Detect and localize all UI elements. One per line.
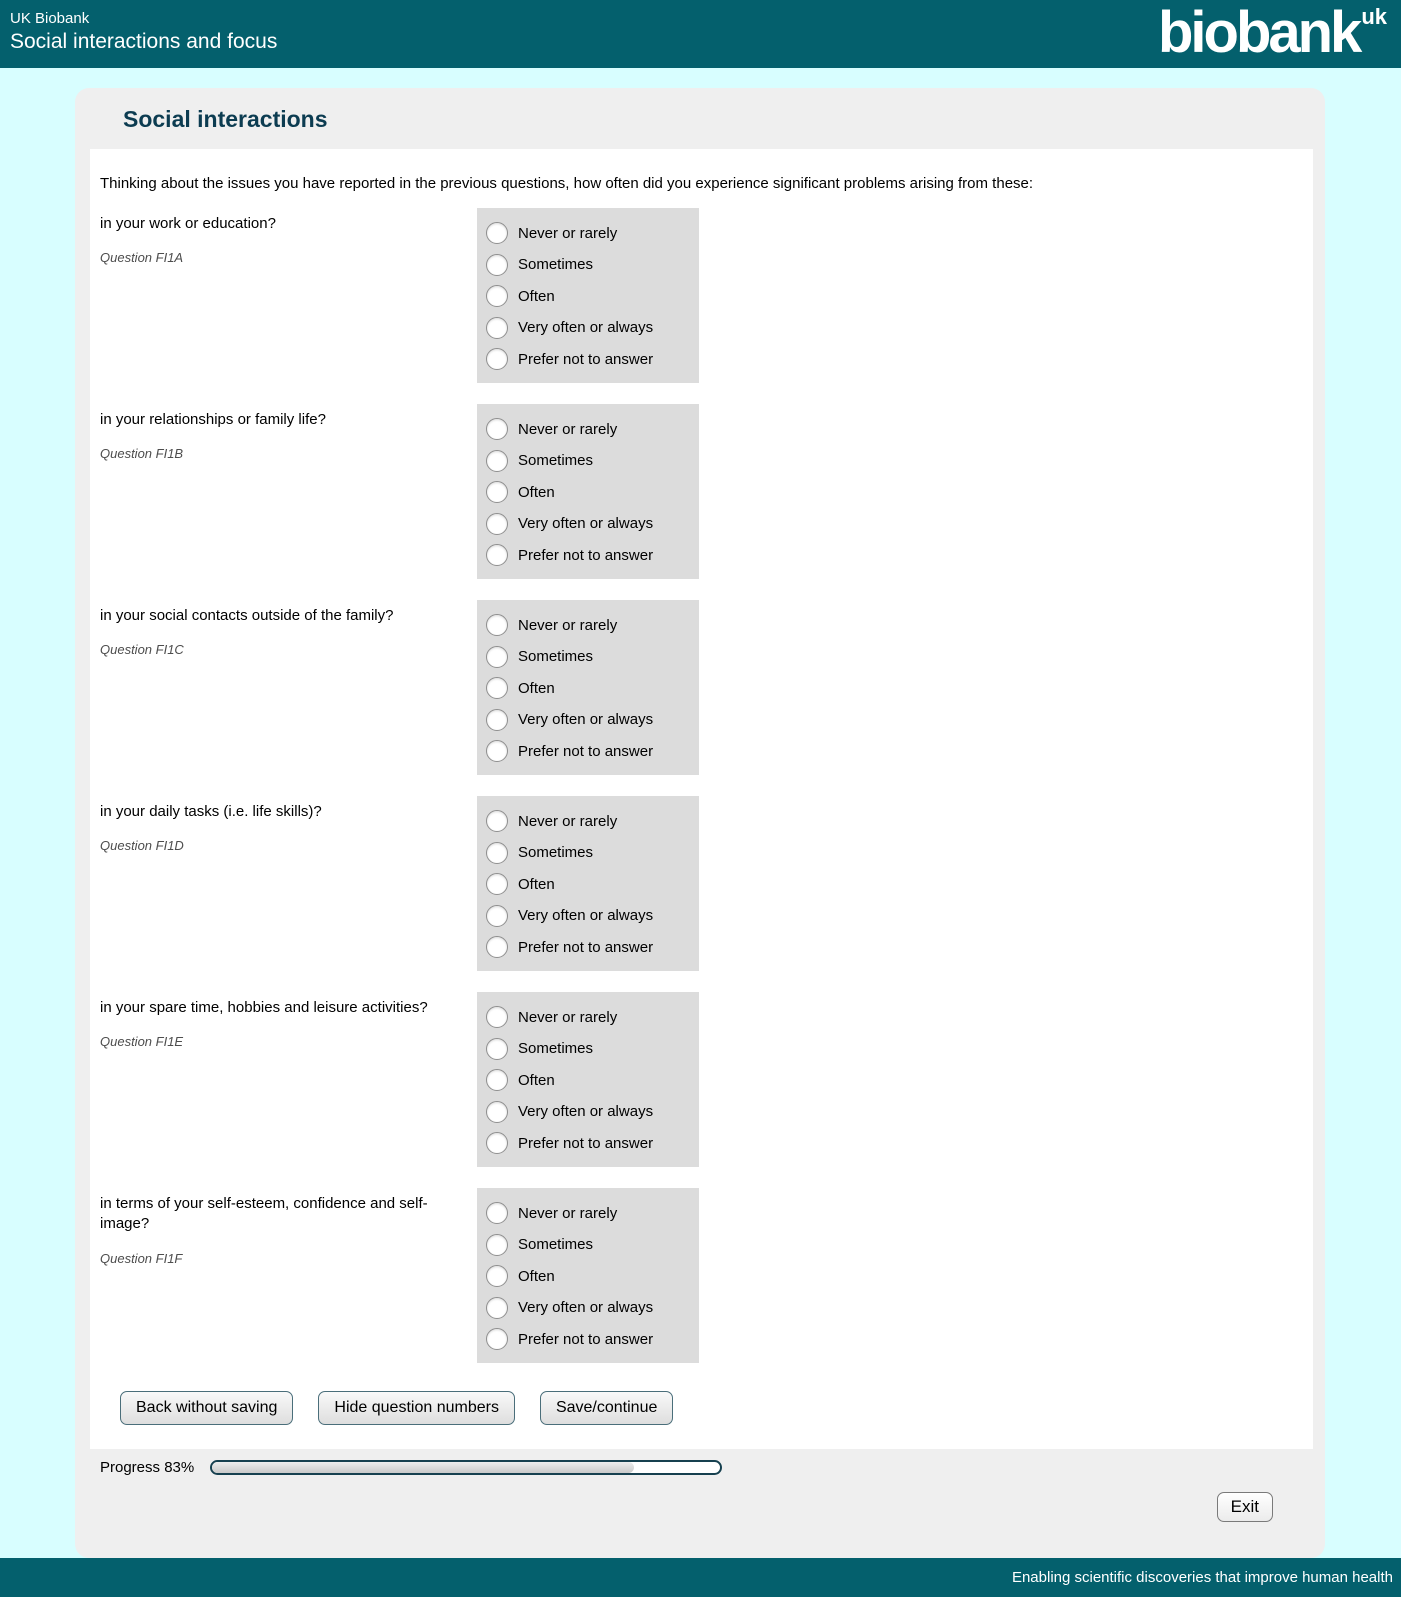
radio-option[interactable]: [486, 1066, 691, 1094]
radio-option[interactable]: [486, 314, 691, 342]
answer-box: [477, 992, 699, 1167]
radio-icon[interactable]: [486, 348, 508, 370]
radio-option[interactable]: [486, 737, 691, 765]
question-block-fi1f: [100, 1188, 1303, 1363]
radio-option-label: Sometimes: [518, 452, 594, 469]
question-label: in your social contacts outside of the family?: [100, 607, 394, 624]
radio-icon[interactable]: [486, 677, 508, 699]
radio-option[interactable]: [486, 643, 691, 671]
radio-option[interactable]: [486, 870, 691, 898]
radio-option-label: Sometimes: [518, 1040, 594, 1057]
radio-option[interactable]: [486, 1003, 691, 1031]
radio-icon[interactable]: [486, 1006, 508, 1028]
radio-icon[interactable]: [486, 873, 508, 895]
radio-option-label: Never or rarely: [518, 1204, 618, 1222]
radio-icon[interactable]: [486, 810, 508, 832]
radio-icon[interactable]: [486, 1101, 508, 1123]
radio-icon[interactable]: [486, 709, 508, 731]
radio-option[interactable]: [486, 1294, 691, 1322]
radio-icon[interactable]: [486, 1234, 508, 1256]
radio-option[interactable]: [486, 611, 691, 639]
radio-option-label: Never or rarely: [518, 1008, 618, 1026]
answer-box: [477, 1188, 699, 1363]
question-block-fi1e: [100, 992, 1303, 1167]
app-name: UK Biobank: [10, 10, 90, 27]
page-title: Social interactions and focus: [10, 30, 278, 53]
radio-icon[interactable]: [486, 544, 508, 566]
radio-icon[interactable]: [486, 1265, 508, 1287]
answer-box: [477, 600, 699, 775]
radio-option-label: Prefer not to answer: [518, 1330, 654, 1348]
section-title: Social interactions: [123, 106, 328, 132]
question-code: Question FI1A: [100, 250, 184, 266]
radio-option-label: Often: [518, 287, 555, 305]
radio-option-label: Often: [518, 1267, 555, 1285]
radio-icon[interactable]: [486, 513, 508, 535]
radio-icon[interactable]: [486, 614, 508, 636]
radio-option-label: Very often or always: [518, 907, 654, 924]
answer-box: [477, 208, 699, 383]
radio-option-label: Sometimes: [518, 648, 594, 665]
radio-option[interactable]: [486, 1199, 691, 1227]
radio-option-label: Very often or always: [518, 1299, 654, 1316]
question-block-fi1d: [100, 796, 1303, 971]
radio-option-label: Often: [518, 483, 555, 501]
radio-option-label: Prefer not to answer: [518, 1134, 654, 1152]
radio-icon[interactable]: [486, 222, 508, 244]
radio-option[interactable]: [486, 251, 691, 279]
radio-option-label: Never or rarely: [518, 420, 618, 438]
radio-icon[interactable]: [486, 285, 508, 307]
radio-option[interactable]: [486, 541, 691, 569]
radio-option-label: Very often or always: [518, 1103, 654, 1120]
question-code: Question FI1E: [100, 1034, 184, 1050]
radio-option[interactable]: [486, 447, 691, 475]
radio-option-label: Sometimes: [518, 1236, 594, 1253]
radio-option[interactable]: [486, 839, 691, 867]
radio-icon[interactable]: [486, 481, 508, 503]
radio-option-label: Very often or always: [518, 515, 654, 532]
radio-option[interactable]: [486, 706, 691, 734]
footer-tagline: Enabling scientific discoveries that improve human health: [1011, 1569, 1393, 1586]
radio-option[interactable]: [486, 415, 691, 443]
radio-icon[interactable]: [486, 740, 508, 762]
radio-icon[interactable]: [486, 317, 508, 339]
intro-text: Thinking about the issues you have reported in the previous questions, how often did you experience significant problems arising from these:: [100, 175, 1034, 192]
radio-option[interactable]: [486, 510, 691, 538]
radio-icon[interactable]: [486, 646, 508, 668]
progress-bar-fill: [212, 1462, 634, 1473]
question-code: Question FI1B: [100, 446, 184, 462]
hide-question-numbers-button[interactable]: Hide question numbers: [318, 1391, 515, 1425]
progress-bar: [210, 1460, 722, 1475]
question-label: in your relationships or family life?: [100, 411, 326, 428]
answer-box: [477, 796, 699, 971]
action-buttons: [120, 1391, 1303, 1425]
radio-option[interactable]: [486, 674, 691, 702]
radio-icon[interactable]: [486, 1328, 508, 1350]
answer-box: [477, 404, 699, 579]
question-label: in your spare time, hobbies and leisure activities?: [100, 999, 428, 1016]
radio-option-label: Prefer not to answer: [518, 546, 654, 564]
radio-option[interactable]: [486, 345, 691, 373]
radio-option-label: Never or rarely: [518, 812, 618, 830]
radio-icon[interactable]: [486, 1297, 508, 1319]
header-titles: [10, 10, 277, 54]
footer-bar: [0, 1558, 1401, 1597]
question-label: in terms of your self-esteem, confidence and self-image?: [100, 1195, 428, 1233]
radio-option[interactable]: [486, 478, 691, 506]
progress-section: [100, 1459, 1325, 1476]
radio-icon[interactable]: [486, 936, 508, 958]
radio-icon[interactable]: [486, 418, 508, 440]
question-label: in your work or education?: [100, 215, 276, 232]
exit-button[interactable]: Exit: [1217, 1492, 1273, 1522]
radio-option-label: Sometimes: [518, 844, 594, 861]
radio-option-label: Very often or always: [518, 319, 654, 336]
radio-icon[interactable]: [486, 1132, 508, 1154]
radio-option-label: Often: [518, 1071, 555, 1089]
radio-option[interactable]: [486, 219, 691, 247]
logo-wordmark: biobank: [1157, 0, 1360, 65]
back-without-saving-button[interactable]: Back without saving: [120, 1391, 293, 1425]
progress-label: Progress 83%: [100, 1459, 195, 1476]
radio-option-label: Prefer not to answer: [518, 742, 654, 760]
radio-option[interactable]: [486, 933, 691, 961]
radio-icon[interactable]: [486, 1038, 508, 1060]
radio-option[interactable]: [486, 1325, 691, 1353]
biobank-logo: [1157, 0, 1387, 65]
radio-option[interactable]: [486, 1231, 691, 1259]
radio-option-label: Often: [518, 875, 555, 893]
radio-option[interactable]: [486, 902, 691, 930]
question-block-fi1c: [100, 600, 1303, 775]
radio-icon[interactable]: [486, 254, 508, 276]
radio-option-label: Sometimes: [518, 256, 594, 273]
question-code: Question FI1C: [100, 642, 184, 658]
radio-option-label: Very often or always: [518, 711, 654, 728]
question-panel: [90, 149, 1313, 1449]
radio-icon[interactable]: [486, 905, 508, 927]
exit-row: [75, 1492, 1273, 1522]
radio-option-label: Often: [518, 679, 555, 697]
radio-option-label: Prefer not to answer: [518, 350, 654, 368]
radio-icon[interactable]: [486, 1202, 508, 1224]
save-continue-button[interactable]: Save/continue: [540, 1391, 673, 1425]
content-card: [75, 88, 1325, 1558]
radio-icon[interactable]: [486, 450, 508, 472]
radio-option[interactable]: [486, 1035, 691, 1063]
radio-option[interactable]: [486, 1129, 691, 1157]
radio-option[interactable]: [486, 1098, 691, 1126]
question-label: in your daily tasks (i.e. life skills)?: [100, 803, 322, 820]
radio-option-label: Never or rarely: [518, 616, 618, 634]
logo-uk-superscript: uk: [1361, 4, 1387, 29]
question-block-fi1a: [100, 208, 1303, 383]
radio-option[interactable]: [486, 807, 691, 835]
question-block-fi1b: [100, 404, 1303, 579]
radio-option[interactable]: [486, 1262, 691, 1290]
radio-option-label: Never or rarely: [518, 224, 618, 242]
question-code: Question FI1D: [100, 838, 184, 854]
radio-icon[interactable]: [486, 842, 508, 864]
radio-icon[interactable]: [486, 1069, 508, 1091]
radio-option-label: Prefer not to answer: [518, 938, 654, 956]
question-code: Question FI1F: [100, 1250, 183, 1266]
header-bar: [0, 0, 1401, 68]
radio-option[interactable]: [486, 282, 691, 310]
